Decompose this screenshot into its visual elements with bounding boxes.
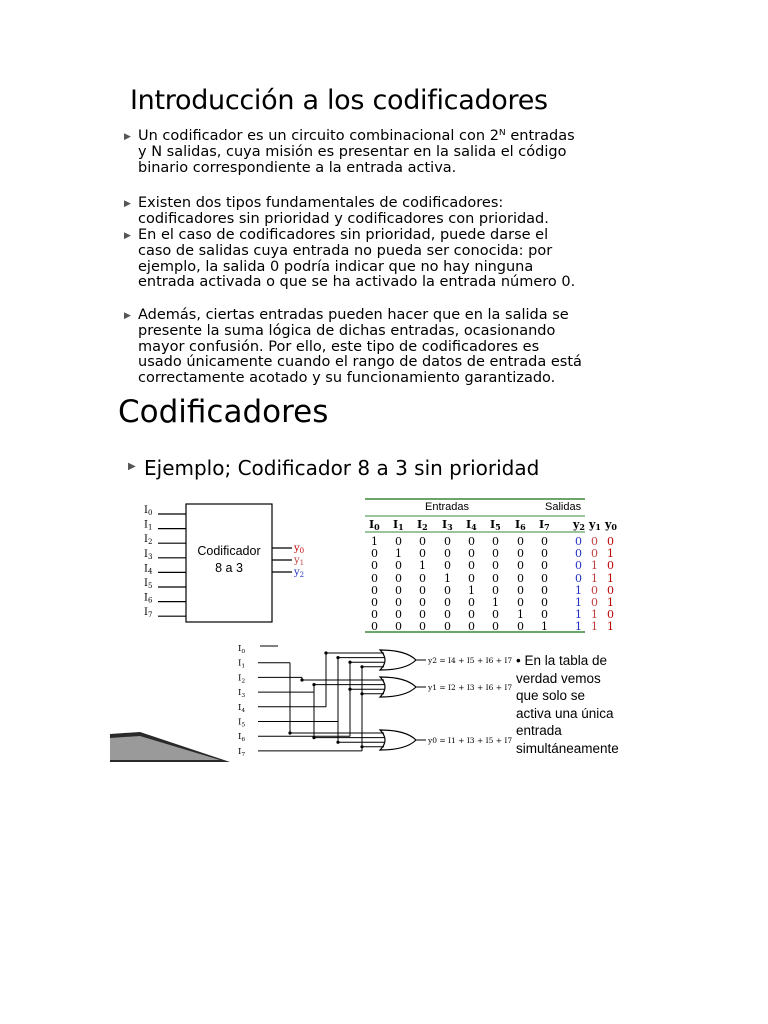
bullet-confusion bbox=[124, 307, 648, 387]
truth-cell: 0 bbox=[444, 596, 451, 609]
truth-cell: 1 bbox=[607, 596, 614, 609]
truth-cell: 0 bbox=[541, 559, 548, 573]
truth-cell: 0 bbox=[371, 620, 378, 634]
encoder-label-2: 8 a 3 bbox=[215, 561, 243, 575]
note-line: entrada bbox=[516, 723, 562, 738]
bullet-line: Existen dos tipos fundamentales de codificadores: bbox=[138, 195, 504, 211]
truth-cell: 0 bbox=[468, 620, 475, 634]
example-slide bbox=[110, 390, 650, 762]
note-line: activa una única bbox=[516, 705, 614, 721]
signal-label: $I_7$ bbox=[238, 746, 246, 758]
truth-cell: 0 bbox=[591, 547, 598, 561]
truth-column-header: I7 bbox=[539, 518, 550, 532]
truth-cell: 1 bbox=[517, 608, 524, 622]
truth-cell: 0 bbox=[371, 596, 378, 609]
example-subtitle-text: Ejemplo; Codificador 8 a 3 sin prioridad bbox=[144, 456, 540, 480]
junction-dot bbox=[348, 661, 351, 664]
truth-cell: 0 bbox=[541, 583, 548, 597]
signal-label: $I_0$ bbox=[238, 644, 246, 655]
note-line: simultáneamente bbox=[516, 740, 619, 756]
truth-cell: 1 bbox=[444, 571, 451, 585]
signal-label: $I_1$ bbox=[238, 658, 246, 670]
truth-cell: 0 bbox=[607, 535, 614, 548]
or-gate bbox=[380, 677, 416, 697]
signal-label: $y_0$ bbox=[294, 543, 305, 555]
encoder-circuit bbox=[230, 640, 520, 758]
gate-equation: y2 = I4 + I5 + I6 + I7 bbox=[428, 656, 513, 665]
truth-cell: 1 bbox=[591, 559, 598, 573]
truth-column-header: I6 bbox=[515, 518, 526, 532]
note-line: • En la tabla de bbox=[516, 653, 608, 668]
junction-dot bbox=[312, 683, 315, 686]
signal-label: $I_4$ bbox=[144, 563, 153, 576]
truth-cell: 0 bbox=[492, 547, 499, 561]
bullet-no-priority bbox=[124, 227, 648, 291]
truth-cell: 0 bbox=[591, 596, 598, 609]
truth-cell: 1 bbox=[591, 608, 598, 622]
bullet-line: presente la suma lógica de dichas entradas, ocasionando bbox=[138, 322, 556, 339]
truth-cell: 0 bbox=[444, 608, 451, 622]
signal-label: $I_2$ bbox=[238, 673, 246, 685]
truth-table-note bbox=[516, 652, 656, 757]
bullet-arrow-icon: ▶ bbox=[128, 461, 136, 472]
truth-cell: 0 bbox=[492, 535, 499, 548]
truth-cell: 0 bbox=[444, 559, 451, 573]
signal-label: $I_4$ bbox=[238, 702, 246, 714]
truth-cell: 0 bbox=[395, 583, 402, 597]
truth-table bbox=[365, 498, 695, 632]
truth-cell: 0 bbox=[468, 571, 475, 585]
gate-equation: y0 = I1 + I3 + I5 + I7 bbox=[428, 736, 513, 745]
bullet-line: binario correspondiente a la entrada activa. bbox=[138, 159, 457, 176]
truth-cell: 0 bbox=[591, 535, 598, 548]
junction-dot bbox=[348, 688, 351, 691]
truth-column-header: I0 bbox=[369, 518, 380, 532]
truth-column-header: I4 bbox=[466, 518, 477, 532]
truth-cell: 0 bbox=[517, 559, 524, 573]
truth-cell: 1 bbox=[575, 608, 582, 622]
truth-cell: 0 bbox=[517, 535, 524, 548]
bullet-definition bbox=[124, 128, 648, 176]
signal-label: $I_6$ bbox=[238, 732, 246, 744]
bullet-line: y N salidas, cuya misión es presentar en la salida el código bbox=[138, 143, 567, 160]
signal-label: $I_3$ bbox=[238, 688, 246, 700]
truth-cell: 0 bbox=[419, 583, 426, 597]
truth-cell: 0 bbox=[395, 608, 402, 622]
signal-label: $I_0$ bbox=[144, 505, 153, 517]
truth-column-header: I3 bbox=[442, 518, 453, 532]
truth-cell: 0 bbox=[541, 535, 548, 548]
truth-inputs-heading: Entradas bbox=[425, 501, 470, 513]
truth-table-rules bbox=[365, 498, 695, 634]
truth-cell: 0 bbox=[419, 608, 426, 622]
truth-cell: 0 bbox=[492, 559, 499, 573]
truth-cell: 1 bbox=[541, 620, 548, 634]
truth-cell: 0 bbox=[541, 571, 548, 585]
truth-cell: 0 bbox=[541, 547, 548, 561]
signal-label: $I_1$ bbox=[144, 519, 153, 532]
junction-dot bbox=[312, 736, 315, 739]
truth-cell: 0 bbox=[371, 547, 378, 561]
truth-cell: 0 bbox=[575, 547, 582, 561]
truth-cell: 0 bbox=[419, 596, 426, 609]
bullet-line: Un codificador es un circuito combinacional con 2ᴺ entradas bbox=[138, 128, 575, 144]
truth-cell: 0 bbox=[492, 571, 499, 585]
truth-cell: 0 bbox=[419, 535, 426, 548]
truth-cell: 0 bbox=[371, 559, 378, 573]
truth-cell: 1 bbox=[371, 535, 378, 548]
intro-slide bbox=[110, 85, 650, 385]
truth-cell: 1 bbox=[607, 620, 614, 634]
truth-cell: 0 bbox=[468, 559, 475, 573]
truth-cell: 1 bbox=[575, 583, 582, 597]
truth-cell: 0 bbox=[468, 535, 475, 548]
bullet-line: caso de salidas cuya entrada no pueda ser conocida: por bbox=[138, 242, 553, 259]
truth-cell: 0 bbox=[395, 571, 402, 585]
truth-column-header: y0 bbox=[605, 518, 617, 532]
truth-cell: 0 bbox=[492, 608, 499, 622]
junction-dot bbox=[336, 741, 339, 744]
bullet-line: ejemplo, la salida 0 podría indicar que no hay ninguna bbox=[138, 258, 534, 275]
truth-cell: 0 bbox=[517, 620, 524, 634]
bullet-arrow-icon: ▶ bbox=[124, 311, 131, 321]
junction-dot bbox=[288, 731, 291, 734]
bullet-line: Además, ciertas entradas pueden hacer que en la salida se bbox=[138, 307, 569, 323]
truth-cell: 0 bbox=[607, 559, 614, 573]
signal-label: $I_6$ bbox=[144, 592, 153, 605]
bullet-arrow-icon: ▶ bbox=[124, 231, 131, 241]
bullet-line: En el caso de codificadores sin prioridad, puede darse el bbox=[138, 227, 549, 243]
truth-cell: 1 bbox=[591, 620, 598, 634]
truth-cell: 0 bbox=[395, 535, 402, 548]
truth-cell: 0 bbox=[371, 583, 378, 597]
truth-cell: 0 bbox=[541, 608, 548, 622]
circuit-drawing bbox=[238, 644, 512, 758]
junction-dot bbox=[336, 656, 339, 659]
truth-cell: 0 bbox=[607, 583, 614, 597]
truth-cell: 0 bbox=[575, 571, 582, 585]
truth-cell: 0 bbox=[468, 547, 475, 561]
truth-cell: 0 bbox=[492, 583, 499, 597]
truth-cell: 0 bbox=[444, 620, 451, 634]
encoder-output-lines bbox=[272, 543, 304, 579]
junction-dot bbox=[300, 678, 303, 681]
bullet-types bbox=[124, 195, 648, 228]
gate-equation: y1 = I2 + I3 + I6 + I7 bbox=[428, 683, 513, 692]
swoosh-light bbox=[110, 736, 220, 760]
truth-cell: 0 bbox=[419, 547, 426, 561]
truth-cell: 0 bbox=[444, 583, 451, 597]
encoder-input-lines bbox=[144, 505, 186, 619]
truth-cell: 1 bbox=[607, 547, 614, 561]
truth-cell: 0 bbox=[395, 620, 402, 634]
truth-cell: 0 bbox=[517, 571, 524, 585]
bullet-arrow-icon: ▶ bbox=[124, 199, 131, 209]
bullet-line: mayor confusión. Por ello, este tipo de codificadores es bbox=[138, 338, 540, 355]
truth-cell: 1 bbox=[607, 571, 614, 585]
truth-column-header: I1 bbox=[393, 518, 404, 532]
note-line: que solo se bbox=[516, 688, 586, 703]
signal-label: $I_7$ bbox=[144, 607, 153, 620]
truth-cell: 0 bbox=[591, 583, 598, 597]
truth-column-header: I2 bbox=[417, 518, 428, 532]
truth-cell: 0 bbox=[395, 559, 402, 573]
truth-cell: 0 bbox=[517, 596, 524, 609]
junction-dot bbox=[360, 665, 363, 668]
bullet-line: correctamente acotado y su funcionamiento garantizado. bbox=[138, 370, 556, 387]
bullet-arrow-icon: ▶ bbox=[124, 132, 131, 142]
encoder-label-1: Codificador bbox=[197, 544, 261, 558]
junction-dot bbox=[360, 692, 363, 695]
truth-cell: 0 bbox=[444, 535, 451, 548]
truth-column-header: y2 bbox=[573, 518, 585, 532]
encoder-block-diagram bbox=[144, 502, 324, 624]
truth-cell: 0 bbox=[468, 596, 475, 609]
signal-label: $I_2$ bbox=[144, 534, 153, 547]
truth-cell: 0 bbox=[468, 608, 475, 622]
junction-dot bbox=[324, 651, 327, 654]
truth-cell: 0 bbox=[607, 608, 614, 622]
truth-cell: 0 bbox=[517, 547, 524, 561]
signal-label: $I_3$ bbox=[144, 548, 153, 561]
example-subtitle bbox=[128, 456, 540, 480]
intro-title: Introducción a los codificadores bbox=[130, 85, 548, 116]
signal-label: $y_1$ bbox=[294, 555, 305, 567]
truth-outputs-heading: Salidas bbox=[545, 501, 582, 513]
truth-cell: 0 bbox=[395, 596, 402, 609]
truth-cell: 1 bbox=[468, 583, 475, 597]
truth-cell: 0 bbox=[419, 620, 426, 634]
bullet-line: usado únicamente cuando el rango de datos de entrada está bbox=[138, 354, 582, 371]
truth-cell: 1 bbox=[419, 559, 426, 573]
signal-label: $I_5$ bbox=[238, 717, 246, 729]
truth-cell: 1 bbox=[591, 571, 598, 585]
example-title: Codificadores bbox=[118, 394, 329, 430]
signal-label: $y_2$ bbox=[294, 567, 305, 579]
truth-column-header: y1 bbox=[589, 518, 601, 532]
truth-cell: 0 bbox=[575, 535, 582, 548]
signal-label: $I_5$ bbox=[144, 578, 153, 590]
truth-column-header: I5 bbox=[490, 518, 501, 532]
truth-cell: 0 bbox=[371, 608, 378, 622]
truth-cell: 0 bbox=[371, 571, 378, 585]
bullet-line: codificadores sin prioridad y codificadores con prioridad. bbox=[138, 210, 549, 227]
truth-cell: 0 bbox=[444, 547, 451, 561]
truth-cell: 1 bbox=[575, 620, 582, 634]
truth-cell: 1 bbox=[492, 596, 499, 609]
truth-cell: 0 bbox=[419, 571, 426, 585]
truth-cell: 0 bbox=[541, 596, 548, 609]
truth-cell: 1 bbox=[575, 596, 582, 609]
decorative-swoosh bbox=[110, 732, 230, 762]
truth-cell: 0 bbox=[517, 583, 524, 597]
truth-cell: 0 bbox=[575, 559, 582, 573]
junction-dot bbox=[360, 745, 363, 748]
or-gate bbox=[380, 650, 416, 670]
note-line: verdad vemos bbox=[516, 670, 601, 686]
truth-cell: 1 bbox=[395, 547, 402, 561]
bullet-line: entrada activada o que se ha activado la entrada número 0. bbox=[138, 274, 576, 291]
truth-cell: 0 bbox=[492, 620, 499, 634]
or-gate bbox=[380, 730, 416, 750]
